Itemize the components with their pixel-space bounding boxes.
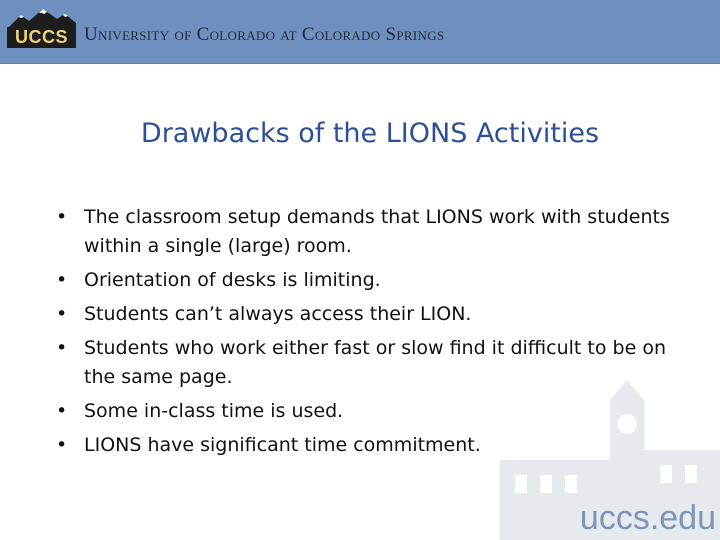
bullet-text: Students who work either fast or slow find it difficult to be on the same page. <box>84 337 666 388</box>
slide-title: Drawbacks of the LIONS Activities <box>140 118 600 149</box>
bullet-dot-icon: • <box>56 337 68 359</box>
footer-url: uccs.edu <box>579 499 716 537</box>
bullet-item <box>56 203 696 261</box>
bullet-text: Some in-class time is used. <box>84 400 344 422</box>
bullet-item <box>56 300 696 329</box>
bullet-dot-icon: • <box>56 303 68 325</box>
bullet-item <box>56 266 696 295</box>
bullet-text: LIONS have significant time commitment. <box>84 434 481 456</box>
bullet-dot-icon: • <box>56 400 68 422</box>
logo-text: UCCS <box>7 27 76 48</box>
uccs-logo <box>7 7 76 48</box>
bullet-text: Orientation of desks is limiting. <box>84 269 381 291</box>
bullet-text: Students can’t always access their LION. <box>84 303 472 325</box>
bullet-dot-icon: • <box>56 206 68 228</box>
bullet-text: The classroom setup demands that LIONS work with students within a single (large) room. <box>84 206 670 257</box>
header-bar <box>0 0 720 64</box>
university-name: University of Colorado at Colorado Springs <box>84 24 445 45</box>
bullet-dot-icon: • <box>56 269 68 291</box>
mountain-logo-icon <box>7 7 76 29</box>
bullet-dot-icon: • <box>56 434 68 456</box>
